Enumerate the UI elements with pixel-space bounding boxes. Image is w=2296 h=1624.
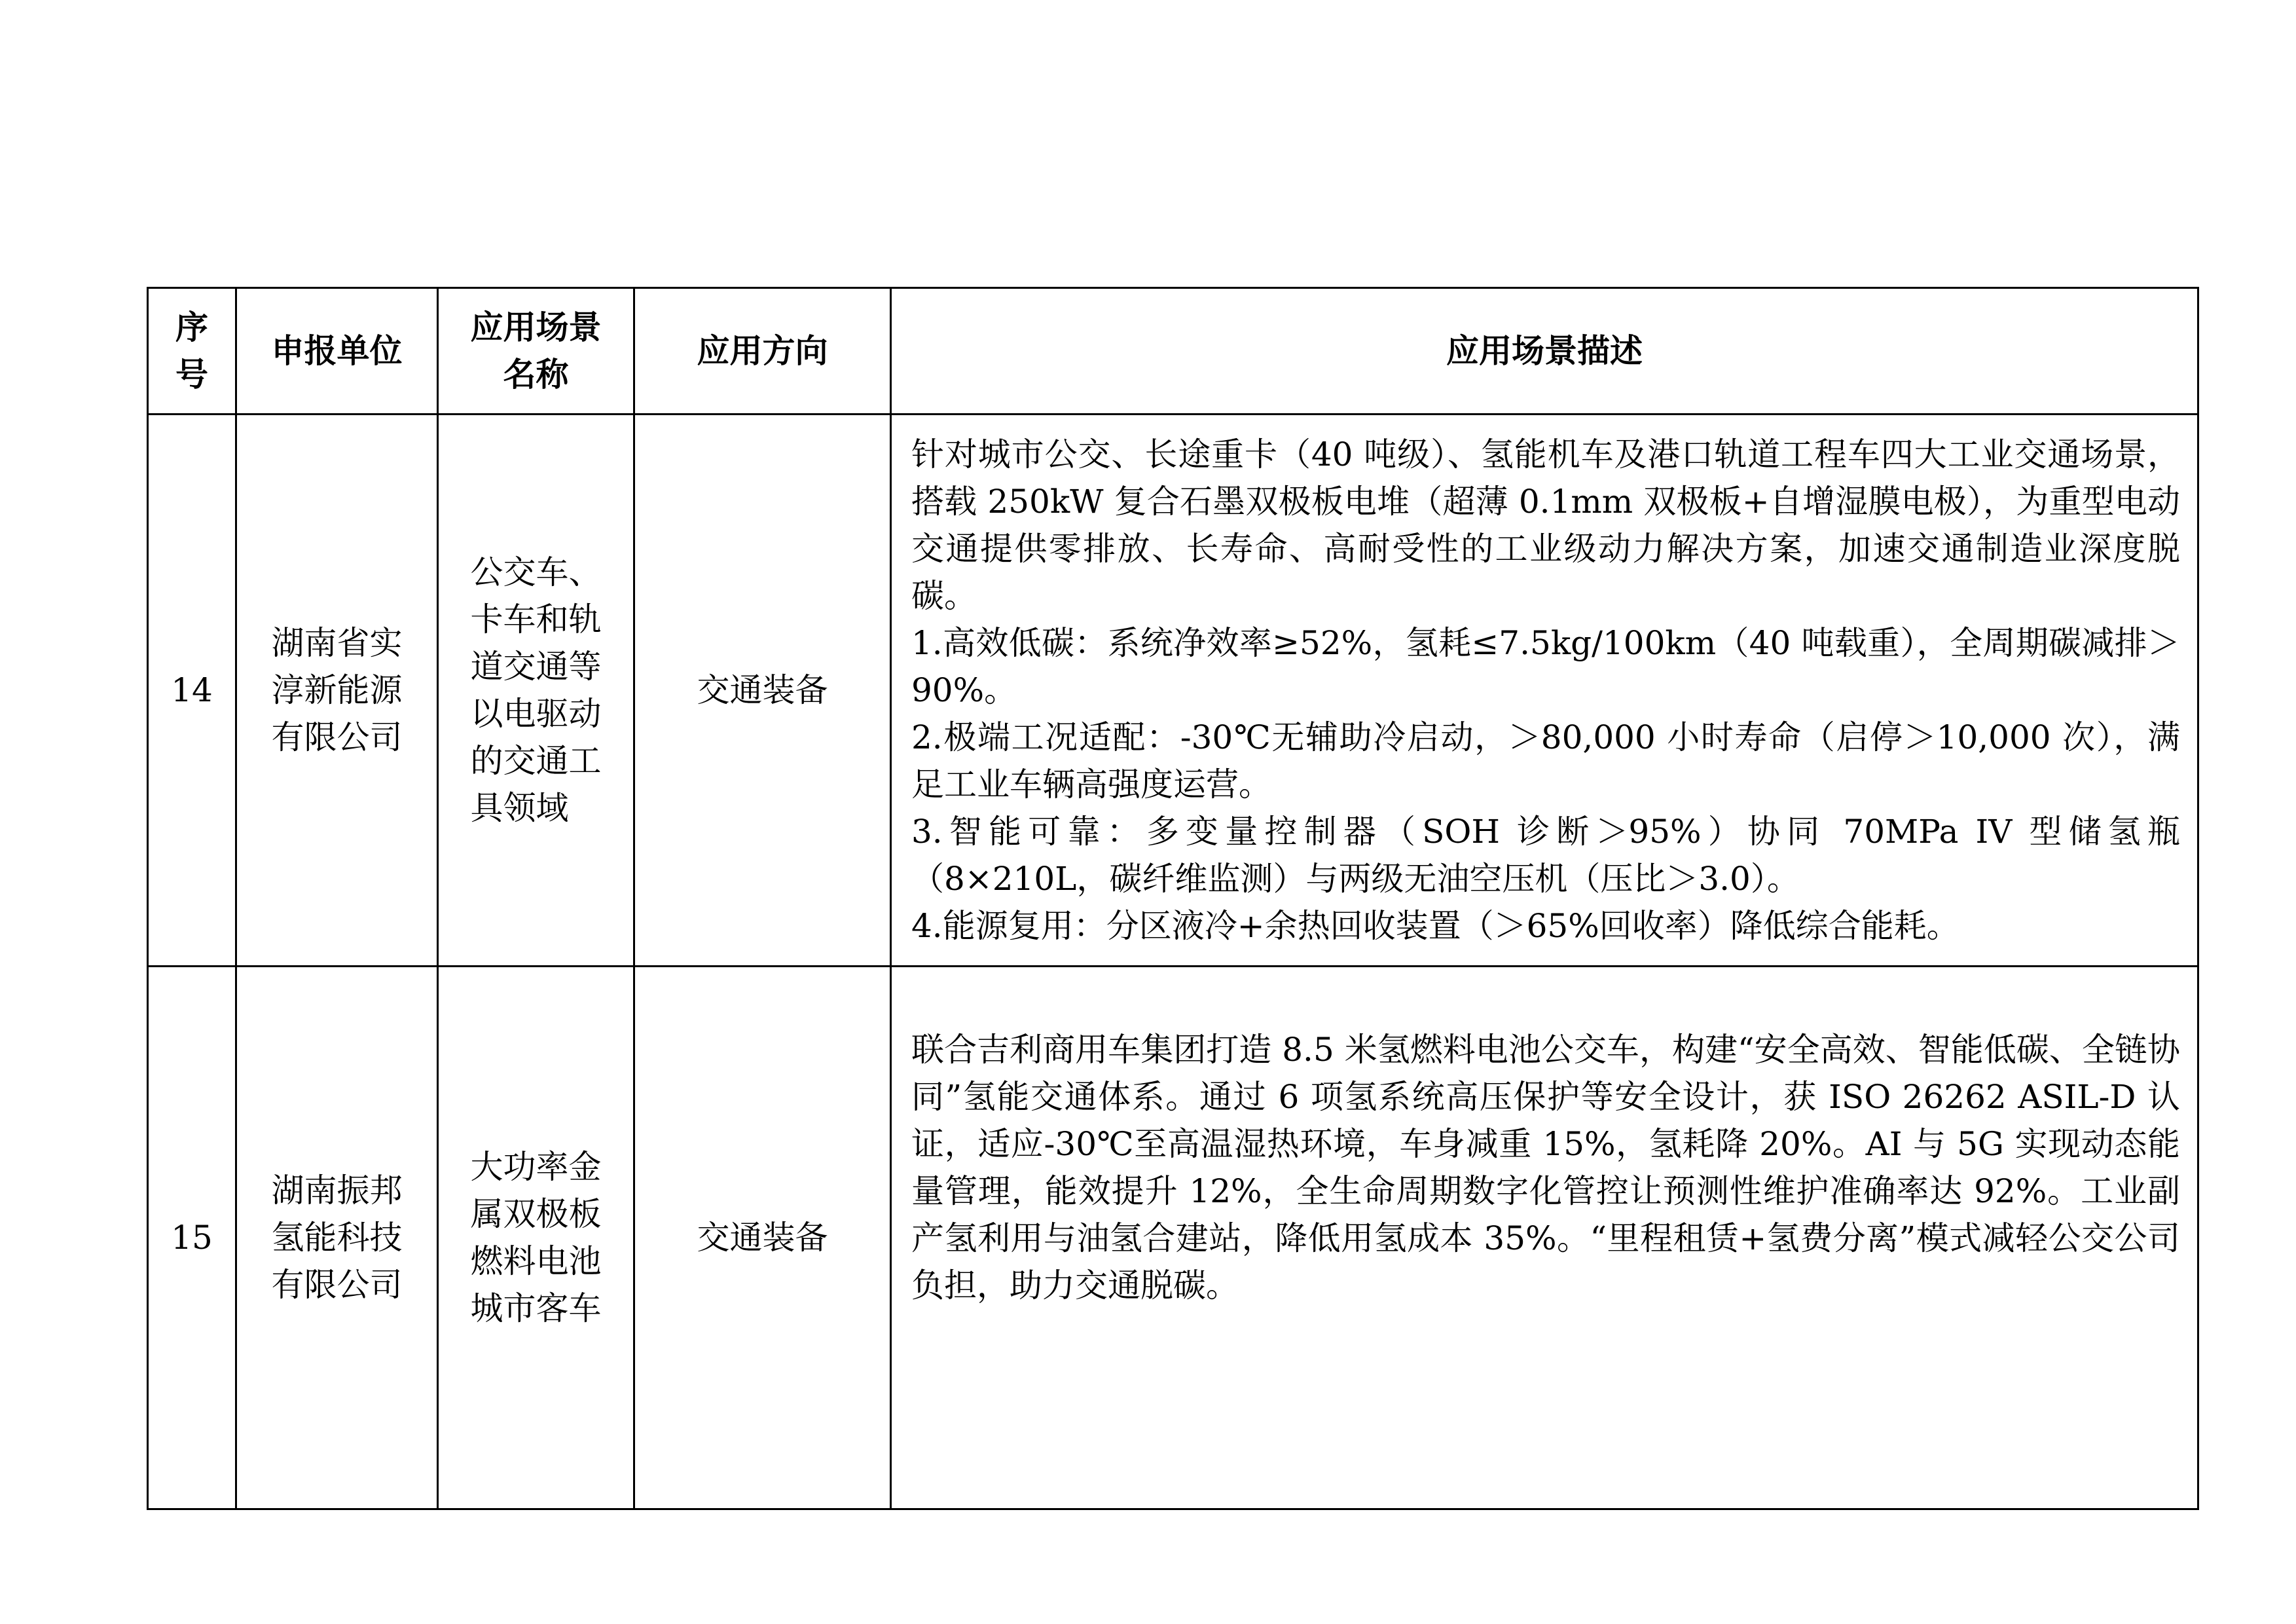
- scene-text-block: [471, 1143, 602, 1332]
- table-header-row: [148, 288, 2198, 415]
- header-description: [891, 288, 2198, 415]
- scene-line: 以电驱动: [470, 695, 602, 733]
- unit-line: 有限公司: [271, 1266, 403, 1304]
- scene-line: 公交车、: [470, 553, 602, 591]
- description-paragraph: 针对城市公交、长途重卡（40 吨级）、氢能机车及港口轨道工程车四大工业交通场景，搭载 250kW 复合石墨双极板电堆（超薄 0.1mm 双极板+自增湿膜电极），为重型电动交通提供零排放、长寿命、高耐受性的工业级动力解决方案，加速交通制造业深度脱碳。: [911, 435, 2180, 615]
- cell-seq: 14: [148, 415, 236, 967]
- cell-unit: [236, 967, 438, 1509]
- header-direction-text: 应用方向: [697, 332, 828, 370]
- description-point-2: 2.极端工况适配：-30℃无辅助冷启动，＞80,000 小时寿命（启停＞10,000 次），满足工业车辆高强度运营。: [911, 718, 2180, 803]
- scene-line: 燃料电池: [470, 1242, 602, 1280]
- cell-scene-name: [438, 415, 634, 967]
- cell-seq: 15: [148, 967, 236, 1509]
- scene-line: 卡车和轨: [470, 600, 602, 638]
- header-unit: [236, 288, 438, 415]
- scene-line: 属双极板: [470, 1195, 602, 1233]
- unit-text-block: [272, 1167, 403, 1308]
- table-row: [148, 967, 2198, 1509]
- unit-line: 淳新能源: [271, 671, 403, 709]
- unit-line: 有限公司: [271, 718, 403, 756]
- cell-scene-name: [438, 967, 634, 1509]
- header-seq-line-2: 号: [175, 356, 208, 394]
- header-scene-name: [438, 288, 634, 415]
- header-unit-text: 申报单位: [271, 332, 403, 370]
- cell-direction: 交通装备: [634, 967, 891, 1509]
- header-scene-line-2: 名称: [503, 356, 569, 394]
- description-point-4: 4.能源复用：分区液冷+余热回收装置（＞65%回收率）降低综合能耗。: [911, 907, 1959, 945]
- description-point-1: 1.高效低碳：系统净效率≥52%，氢耗≤7.5kg/100km（40 吨载重），全周期碳减排＞90%。: [911, 624, 2180, 709]
- description-paragraph: 联合吉利商用车集团打造 8.5 米氢燃料电池公交车，构建“安全高效、智能低碳、全链协同”氢能交通体系。通过 6 项氢系统高压保护等安全设计，获 ISO 26262 ASIL-D 认证，适应-30℃至高温湿热环境，车身减重 15%，氢耗降 20%。AI 与 5G 实现动态能量管理，能效提升 12%，全生命周期数字化管控让预测性维护准确率达 92%。工业副产氢利用与油氢合建站，降低用氢成本 35%。“里程租赁+氢费分离”模式减轻公交公司负担，助力交通脱碳。: [911, 1031, 2180, 1304]
- application-scenario-table: [147, 287, 2199, 1510]
- scene-line: 的交通工: [470, 742, 602, 780]
- header-seq: [148, 288, 236, 415]
- scene-line: 道交通等: [470, 648, 602, 686]
- header-scene-line-1: 应用场景: [470, 308, 602, 346]
- cell-unit: [236, 415, 438, 967]
- cell-description: [891, 967, 2198, 1509]
- unit-line: 湖南省实: [271, 624, 403, 662]
- unit-line: 氢能科技: [271, 1219, 403, 1257]
- scene-line: 具领域: [470, 789, 569, 827]
- header-description-text: 应用场景描述: [1446, 332, 1643, 370]
- cell-direction: 交通装备: [634, 415, 891, 967]
- description-point-3: 3.智能可靠：多变量控制器（SOH 诊断＞95%）协同 70MPa IV 型储氢瓶（8×210L，碳纤维监测）与两级无油空压机（压比＞3.0）。: [911, 813, 2180, 898]
- unit-text-block: [272, 619, 403, 761]
- table-row: [148, 415, 2198, 967]
- unit-line: 湖南振邦: [271, 1172, 403, 1209]
- document-table-container: [147, 287, 2197, 1510]
- header-seq-line-1: 序: [175, 308, 208, 346]
- scene-text-block: [471, 549, 602, 832]
- scene-line: 大功率金: [470, 1148, 602, 1186]
- cell-description: [891, 415, 2198, 967]
- header-direction: [634, 288, 891, 415]
- scene-line: 城市客车: [470, 1289, 602, 1327]
